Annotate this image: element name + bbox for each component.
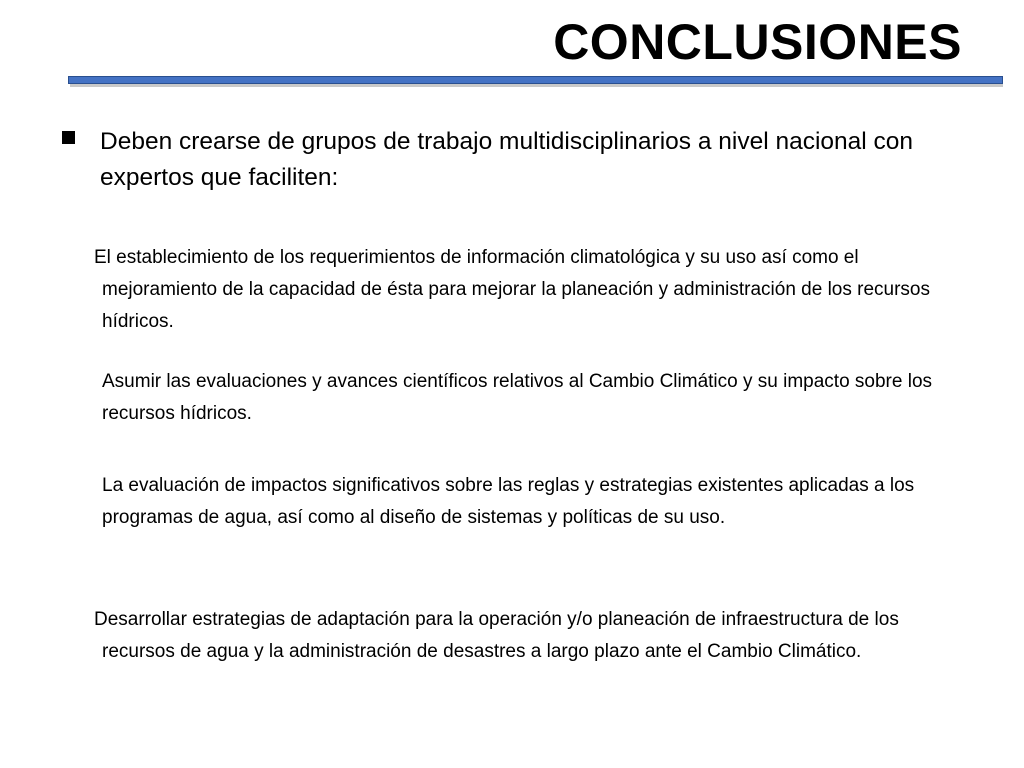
sub-item-3: La evaluación de impactos significativos sobre las reglas y estrategias existentes aplicadas a los programas de agua, así como al diseño de sistemas y políticas de su uso. — [102, 475, 915, 528]
sub-item-1: El establecimiento de los requerimientos de información climatológica y su uso así como el mejoramiento de la capacidad de ésta para mejorar la planeación y administración de los recursos hídricos. — [94, 247, 931, 332]
title-underline — [68, 76, 1003, 84]
title-underline-shadow — [70, 84, 1003, 87]
sub-item-2: Asumir las evaluaciones y avances científicos relativos al Cambio Climático y su impacto sobre los recursos hídricos. — [102, 371, 933, 424]
slide-title: CONCLUSIONES — [553, 14, 962, 70]
main-bullet-text: Deben crearse de grupos de trabajo multidisciplinarios a nivel nacional con expertos que faciliten: — [100, 128, 914, 191]
square-bullet-icon — [62, 131, 75, 144]
sub-item-4: Desarrollar estrategias de adaptación para la operación y/o planeación de infraestructura de los recursos de agua y la administración de desastres a largo plazo ante el Cambio Climático. — [94, 609, 899, 662]
